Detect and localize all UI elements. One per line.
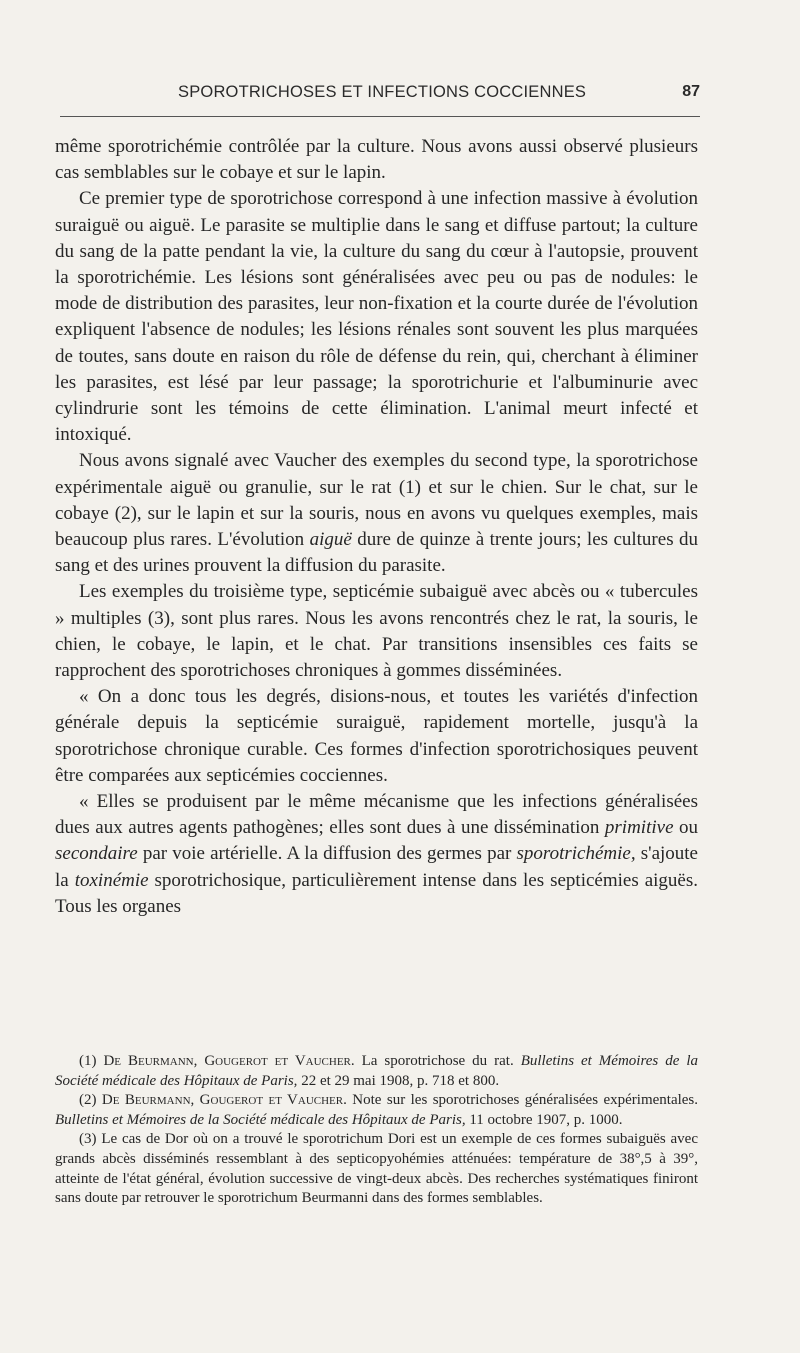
paragraph-6 bbox=[55, 789, 698, 920]
paragraph-6-text-c: ou bbox=[673, 817, 698, 839]
footnote-1-journal: Bulletins et Mémoires de la Société médicale des Hôpitaux de Paris, bbox=[55, 1053, 698, 1089]
footnote-2-number: (2) bbox=[79, 1092, 102, 1109]
footnote-2-title: Note sur les sporotrichoses généralisées expérimentales. bbox=[346, 1092, 699, 1109]
paragraph-4: Les exemples du troisième type, septicémie subaiguë avec abcès ou « tubercules » multiples (3), sont plus rares. Nous les avons rencontrés chez le rat, la souris, le chien, le cobaye, le lapin, et le chat. Par transitions insensibles ces faits se rapprochent des sporotrichoses chroniques à gommes disséminées. bbox=[55, 581, 698, 682]
paragraph-5: « On a donc tous les degrés, disions-nous, et toutes les variétés d'infection générale depuis la septicémie suraiguë, rapidement mortelle, jusqu'à la sporotrichose chronique curable. Ces formes d'infection sporotrichosiques peuvent être comparées aux septicémies cocciennes. bbox=[55, 686, 698, 786]
paragraph-2: Ce premier type de sporotrichose correspond à une infection massive à évolution suraiguë ou aiguë. Le parasite se multiplie dans le sang et diffuse partout; la culture du sang de la patte pendant la vie, la culture du sang du cœur à l'autopsie, prouvent la sporotrichémie. Les lésions sont généralisées avec peu ou pas de nodules: le mode de distribution des parasites, leur non-fixation et la courte durée de l'évolution expliquent l'absence de nodules; les lésions rénales sont souvent les plus marquées de toutes, sans doute en raison du rôle de défense du rein, qui, cherchant à éliminer les parasites, est lésé par leur passage; la sporotrichurie et l'albuminurie avec cylindrurie sont les témoins de cette élimination. L'animal meurt infecté et intoxiqué. bbox=[55, 188, 698, 446]
paragraph-3-emphasis: aiguë bbox=[309, 529, 352, 551]
footnote-2 bbox=[55, 1091, 698, 1130]
paragraph-6-emphasis-sporotrichemie: sporotrichémie, bbox=[516, 843, 636, 865]
paragraph-3 bbox=[55, 448, 698, 579]
footnote-1-authors: De Beurmann, Gougerot et Vaucher. bbox=[103, 1053, 355, 1069]
paragraph-3-text-c: dure de quinze à trente jours; les cultures du sang et des urines prouvent la diffusion du parasite. bbox=[55, 529, 698, 577]
paragraph-6-emphasis-toxinemie: toxinémie bbox=[74, 869, 149, 891]
footnote-2-details: 11 octobre 1907, p. 1000. bbox=[465, 1111, 623, 1128]
paragraph-3-text-a: Nous avons signalé avec Vaucher des exemples du second type, la sporotrichose expérimentale aiguë ou granulie, sur le rat (1) et sur le chien. Sur le chat, sur le cobaye (2), sur le lapin et sur la souris, nous en avons vu quelques exemples, mais beaucoup plus rares. L'évolution bbox=[55, 450, 698, 551]
paragraph-6-text-g: s'ajoute la bbox=[55, 843, 698, 891]
paragraph-6-emphasis-secondaire: secondaire bbox=[55, 843, 138, 865]
paragraph-6-emphasis-primitive: primitive bbox=[604, 817, 674, 839]
footnote-2-journal: Bulletins et Mémoires de la Société médicale des Hôpitaux de Paris, bbox=[55, 1111, 466, 1128]
page-number: 87 bbox=[682, 83, 700, 100]
paragraph-6-text-i: sporotrichosique, particulièrement intense dans les septicémies aiguës. Tous les organes bbox=[55, 869, 698, 917]
paragraph-6-text-e: par voie artérielle. A la diffusion des germes par bbox=[137, 843, 517, 865]
footnote-3: (3) Le cas de Dor où on a trouvé le sporotrichum Dori est un exemple de ces formes subaiguës avec grands abcès disséminés ressemblant à des septicopyohémies atténuées: température de 38°,5 à 39°, atteinte de l'état général, évolution successive de vingt-deux abcès. Des recherches systématiques finiront sans doute par retrouver le sporotrichum Beurmanni dans des formes semblables. bbox=[55, 1131, 698, 1207]
body-text bbox=[55, 134, 698, 920]
paragraph-1: même sporotrichémie contrôlée par la culture. Nous avons aussi observé plusieurs cas semblables sur le cobaye et sur le lapin. bbox=[55, 136, 698, 184]
footnote-1-details: 22 et 29 mai 1908, p. 718 et 800. bbox=[297, 1072, 500, 1089]
footnote-1-title: La sporotrichose du rat. bbox=[354, 1053, 521, 1069]
running-title: SPOROTRICHOSES ET INFECTIONS COCCIENNES bbox=[178, 83, 587, 101]
paragraph-6-text-a: « Elles se produisent par le même mécanisme que les infections généralisées dues aux autres agents pathogènes; elles sont dues à une dissémination bbox=[55, 791, 698, 839]
footnote-1-number: (1) bbox=[79, 1053, 104, 1069]
footnote-1 bbox=[55, 1052, 698, 1091]
footnote-2-authors: De Beurmann, Gougerot et Vaucher. bbox=[101, 1092, 347, 1109]
running-head bbox=[60, 83, 700, 109]
header-rule bbox=[60, 116, 700, 117]
footnotes bbox=[55, 1052, 698, 1209]
